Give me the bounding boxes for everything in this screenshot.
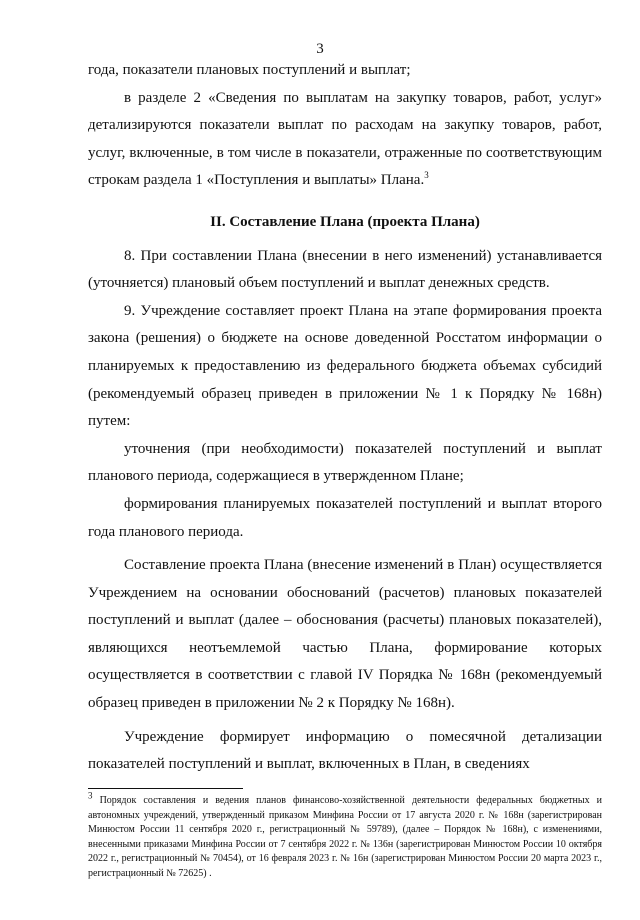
footnote-divider [88, 788, 243, 789]
footnote-reference: 3 [424, 170, 429, 181]
page-number: 3 [316, 41, 324, 57]
paragraph-continuation: года, показатели плановых поступлений и выплат; [88, 62, 411, 78]
paragraph-item-8: 8. При составлении Плана (внесении в него изменений) устанавливается (уточняется) плановый объем поступлений и выплат денежных средств. [88, 247, 602, 292]
paragraph-formation: формирования планируемых показателей поступлений и выплат второго года планового периода. [88, 495, 602, 540]
section-heading: II. Составление Плана (проекта Плана) [210, 213, 480, 230]
footnote-marker: 3 [88, 790, 93, 801]
paragraph-section-2-text: в разделе 2 «Сведения по выплатам на закупку товаров, работ, услуг» детализируются показатели выплат по расходам на закупку товаров, работ, услуг, включенные, в том числе в показатели, отраженные по соответствующим строкам раздела 1 «Поступления и выплаты» Плана. [88, 89, 602, 189]
footnote [88, 790, 602, 881]
paragraph-plan-drafting: Составление проекта Плана (внесение изменений в План) осуществляется Учреждением на основании обоснований (расчетов) плановых показателей поступлений и выплат (далее – обоснования (расчеты) плановых показателей), являющихся неотъемлемой частью Плана, формирование которых осуществляется в соответствии с главой IV Порядка № 168н (рекомендуемый образец приведен в приложении № 2 к Порядку № 168н). [88, 557, 602, 712]
footnote-text: Порядок составления и ведения планов финансово-хозяйственной деятельности федеральных бюджетных и автономных учреждений, утвержденный приказом Минфина России от 17 августа 2020 г. № 168н (зарегистрирован Минюстом России 11 сентября 2020 г., регистрационный № 59789), (далее – Порядок № 168н), с изменениями, внесенными приказами Минфина России от 7 сентября 2022 г. № 136н (зарегистрирован Минюстом России 10 октября 2022 г., регистрационный № 70454), от 16 февраля 2023 г. № 16н (зарегистрирован Минюстом России 20 марта 2023 г., регистрационный № 72625) . [88, 795, 602, 879]
paragraph-section-2 [88, 85, 602, 195]
document-body [88, 57, 602, 779]
paragraph-monthly-detail: Учреждение формирует информацию о помесячной детализации показателей поступлений и выплат, включенных в План, в сведениях [88, 728, 602, 773]
paragraph-item-9: 9. Учреждение составляет проект Плана на этапе формирования проекта закона (решения) о бюджете на основе доведенной Росстатом информации о планируемых к предоставлению из федерального бюджета объемах субсидий (рекомендуемый образец приведен в приложении № 1 к Порядку № 168н) путем: [88, 302, 602, 430]
paragraph-clarification: уточнения (при необходимости) показателей поступлений и выплат планового периода, содержащиеся в утвержденном Плане; [88, 440, 602, 485]
